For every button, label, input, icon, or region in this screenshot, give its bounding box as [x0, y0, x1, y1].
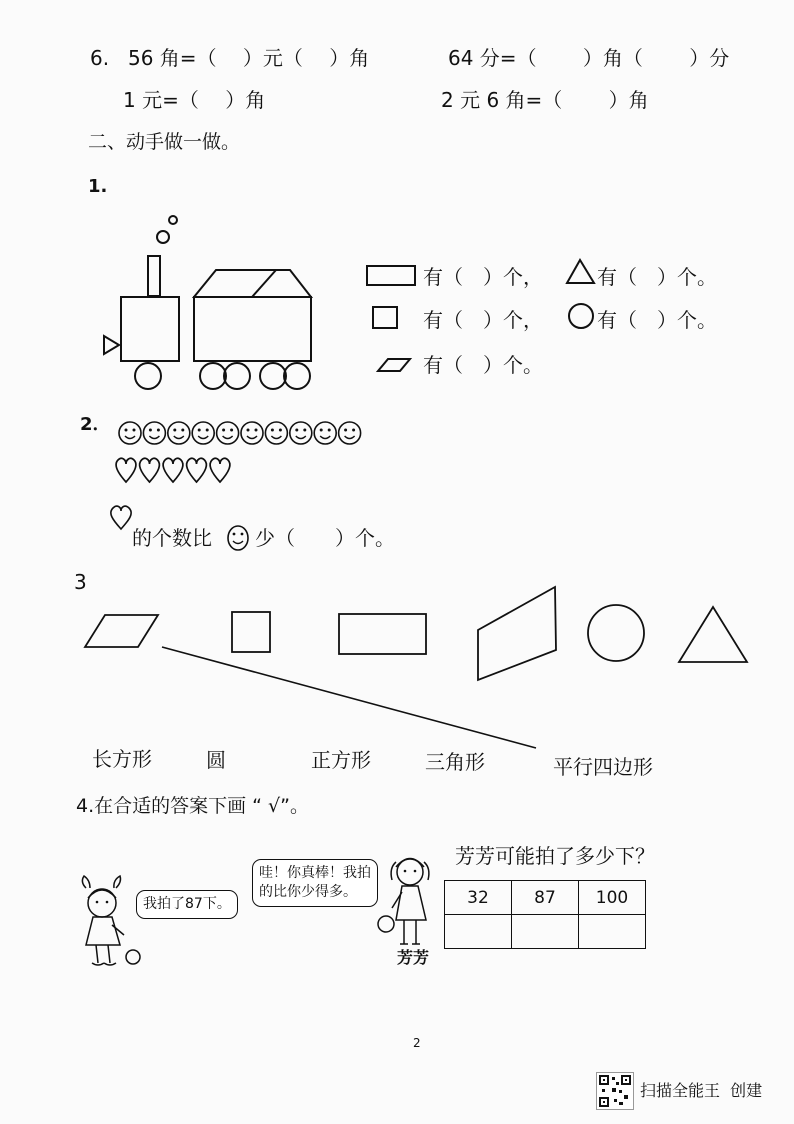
- page-number: 2: [413, 1036, 421, 1050]
- count-triangles-blank: 有（ ）个。: [597, 265, 717, 289]
- count-parallelograms-blank: 有（ ）个。: [423, 353, 543, 377]
- q6-yuan-jiao-total-blank: 2 元 6 角=（ ）角: [441, 88, 649, 112]
- answer-table: [444, 880, 646, 949]
- q6-yuan-to-jiao-blank: 1 元=（ ）角: [123, 88, 266, 112]
- count-circles-blank: 有（ ）个。: [597, 308, 717, 332]
- q6-yuan-jiao-blank: 56 角=（ ）元（ ）角: [128, 46, 370, 70]
- problem-2-number: 2．: [80, 414, 111, 435]
- check-cell-87[interactable]: [512, 915, 579, 949]
- label-rectangle: 长方形: [92, 747, 152, 771]
- section-2-heading: 二、动手做一做。: [88, 131, 241, 153]
- left-speech-bubble: 我拍了87下。: [136, 890, 238, 919]
- fangfang-caption: 芳芳: [397, 948, 430, 967]
- label-circle: 圆: [206, 748, 226, 772]
- right-speech-bubble: 哇！你真棒！我拍 的比你少得多。: [252, 859, 378, 907]
- label-triangle: 三角形: [425, 750, 485, 774]
- option-100: 100: [579, 881, 646, 915]
- compare-question-part2: 少（ ）个。: [255, 526, 395, 550]
- option-87: 87: [512, 881, 579, 915]
- count-rectangles-blank: 有（ ）个，: [423, 265, 543, 289]
- q6-number: 6.: [90, 46, 110, 70]
- answer-check-row: [445, 915, 646, 949]
- compare-question-part1: 的个数比: [132, 526, 212, 550]
- qr-code-icon: [596, 1072, 634, 1110]
- problem-4-question: 芳芳可能拍了多少下？: [455, 844, 655, 868]
- problem-4-title: 4.在合适的答案下画 “ √”。: [76, 795, 310, 817]
- check-cell-100[interactable]: [579, 915, 646, 949]
- label-square: 正方形: [311, 748, 371, 772]
- problem-3-number: 3: [74, 570, 87, 594]
- option-32: 32: [445, 881, 512, 915]
- count-squares-blank: 有（ ）个，: [423, 308, 543, 332]
- label-parallelogram: 平行四边形: [553, 755, 653, 779]
- problem-1-number: 1.: [88, 176, 108, 197]
- q6-jiao-fen-blank: 64 分=（ ）角（ ）分: [448, 46, 730, 70]
- footer-scanner-text: 扫描全能王 创建: [640, 1081, 763, 1100]
- check-cell-32[interactable]: [445, 915, 512, 949]
- answer-options-row: [445, 881, 646, 915]
